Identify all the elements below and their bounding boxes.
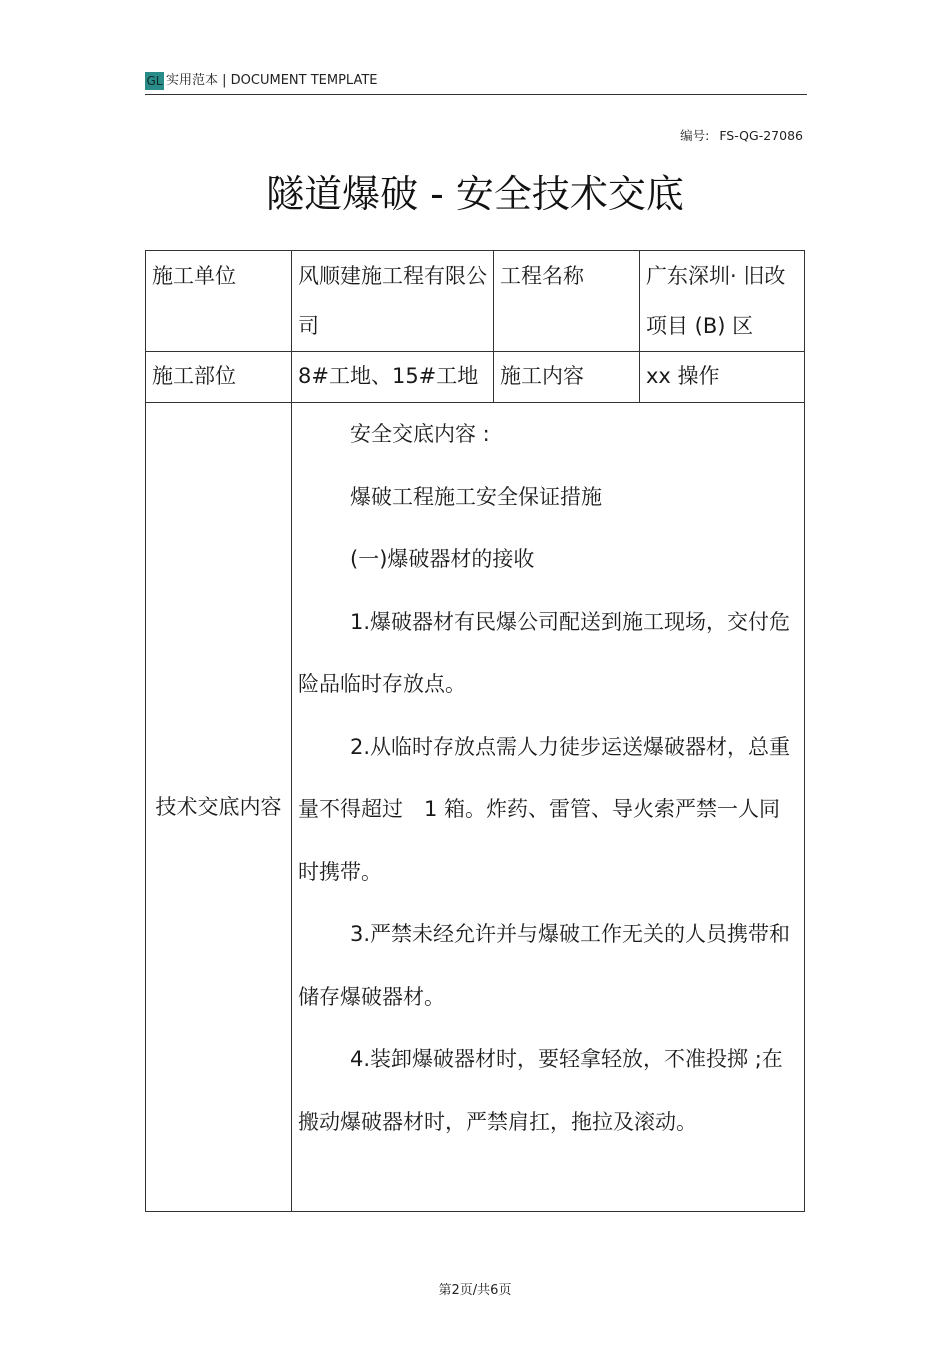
technical-disclosure-content — [292, 403, 805, 1212]
document-number — [600, 126, 803, 144]
content-paragraph: 4.装卸爆破器材时，要轻拿轻放，不准投掷 ;在搬动爆破器材时，严禁肩扛，拖拉及滚动。 — [298, 1047, 783, 1134]
disclosure-table — [145, 250, 805, 1212]
construction-content-label: 施工内容 — [494, 352, 640, 403]
table-row — [146, 352, 805, 403]
content-paragraph: 2.从临时存放点需人力徒步运送爆破器材，总重量不得超过 1 箱。炸药、雷管、导火索严禁一人同时携带。 — [298, 734, 791, 884]
content-paragraph: 爆破工程施工安全保证措施 — [350, 484, 602, 509]
content-paragraph: (一)爆破器材的接收 — [350, 547, 535, 571]
table-row — [146, 403, 805, 1212]
document-number-label: 编号: — [680, 128, 710, 143]
construction-site-label: 施工部位 — [146, 352, 292, 403]
content-paragraph: 3.严禁未经允许并与爆破工作无关的人员携带和储存爆破器材。 — [298, 922, 791, 1009]
table-row — [146, 251, 805, 352]
construction-content-value: xx 操作 — [640, 352, 805, 403]
document-number-value: FS-QG-27086 — [719, 128, 803, 143]
content-paragraph: 安全交底内容 : — [350, 422, 490, 446]
document-title: 隧道爆破 - 安全技术交底 — [266, 172, 684, 216]
page-header — [145, 70, 807, 95]
construction-site-value: 8#工地、15#工地 — [292, 352, 494, 403]
header-text: 实用范本 | DOCUMENT TEMPLATE — [166, 73, 378, 88]
technical-disclosure-label: 技术交底内容 — [146, 403, 292, 1212]
project-name-label: 工程名称 — [494, 251, 640, 352]
project-name-value: 广东深圳· 旧改项目 (B) 区 — [640, 251, 805, 352]
content-paragraph: 1.爆破器材有民爆公司配送到施工现场，交付危险品临时存放点。 — [298, 609, 791, 696]
construction-unit-label: 施工单位 — [146, 251, 292, 352]
logo-badge: GL — [146, 74, 163, 88]
construction-unit-value: 风顺建施工程有限公司 — [292, 251, 494, 352]
page-footer: 第2页/共6页 — [438, 1283, 512, 1298]
